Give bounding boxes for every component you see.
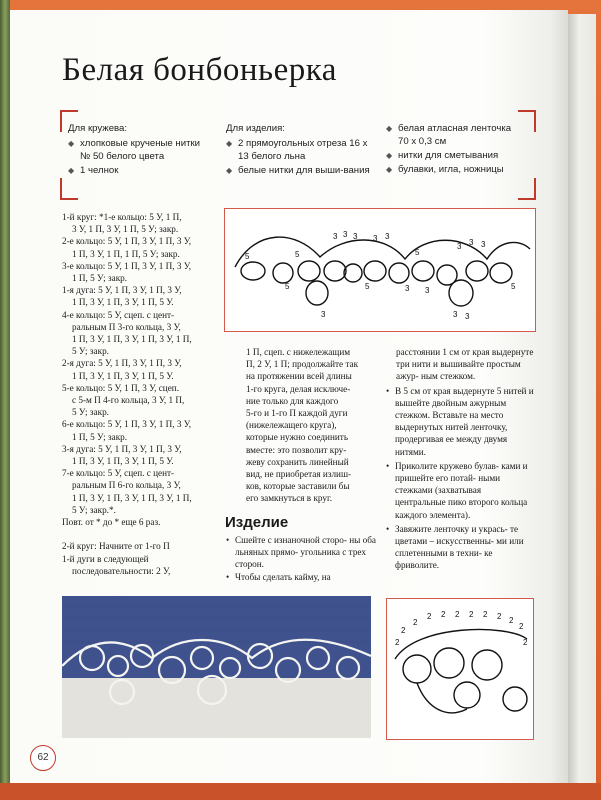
diagram-label: 2	[469, 610, 474, 619]
diagram-label: 3	[453, 310, 458, 319]
list-item: • В 5 см от края выдернуте 5 нитей и вышейте двойным ажурным стежком. Вставьте на место выдернутых нитей ленточку, продергивая ее между двумя нитями.	[386, 385, 534, 458]
text-line: жеву сохранить линейный	[246, 456, 349, 467]
list-item: • Завяжите ленточку и укрась- те цветами – искусственны- ми или сплетенными в техни- ке фриволите.	[386, 523, 534, 572]
page-number: 62	[30, 745, 56, 771]
text-line: 5-е кольцо: 5 У, 1 П, 3 У, сцеп.	[62, 382, 180, 393]
diagram-label: 3	[465, 312, 470, 321]
diagram-label: 2	[441, 610, 446, 619]
list-item: ◆ 2 прямоугольных отреза 16 х 13 белого льна	[226, 137, 376, 163]
list-item: ◆ белая атласная ленточка 70 х 0,3 см	[386, 122, 521, 148]
text-line: (нижележащего круга),	[246, 420, 337, 431]
diagram-label: 3	[373, 234, 378, 243]
pattern-diagram	[224, 208, 536, 332]
diagram-label: 2	[483, 610, 488, 619]
diagram-label: 3	[481, 240, 486, 249]
background-strip	[0, 0, 10, 800]
materials-heading: Для изделия:	[226, 123, 285, 134]
text-line: 1 П, сцеп. с нижележащим	[246, 347, 351, 357]
text-line: 1 П, 3 У, 1 П, 3 У, 1 П, 5 У.	[72, 297, 174, 308]
text-line: вместе: это позволит кру-	[246, 444, 347, 455]
text-line: на протяжении всей длины	[246, 371, 352, 382]
diagram-label: 3	[469, 238, 474, 247]
text-line: 1-го круга, делая исключе-	[246, 383, 351, 394]
diagram-label: 2	[523, 638, 528, 647]
text-line: 1-й круг: *1-е кольцо: 5 У, 1 П,	[62, 212, 182, 222]
product-steps	[226, 534, 376, 583]
text-line: 1 П, 3 У, 1 П, 1 П, 5 У; закр.	[72, 248, 180, 259]
diagram-label: 3	[321, 310, 326, 319]
text-line: 3-я дуга: 5 У, 1 П, 3 У, 1 П, 3 У,	[62, 443, 182, 454]
instructions-column-1	[62, 211, 222, 577]
diagram-label: 3	[457, 242, 462, 251]
instructions-column-3	[386, 346, 534, 572]
text-line: 4-е кольцо: 5 У, сцеп. с цент-	[62, 309, 175, 320]
diagram-label: 5	[285, 282, 290, 291]
book-edge	[0, 783, 601, 800]
diagram-label: 5	[295, 250, 300, 259]
diagram-label: 3	[353, 232, 358, 241]
text-line: 1 П, 5 У; закр.	[72, 431, 128, 442]
text-line: 1-я дуга: 5 У, 1 П, 3 У, 1 П, 3 У,	[62, 285, 182, 296]
text-line: вид, не приобретая излиш-	[246, 469, 352, 480]
diagram-label: 2	[427, 612, 432, 621]
text-line	[62, 528, 222, 540]
text-line: 6-е кольцо: 5 У, 1 П, 3 У, 1 П, 3 У,	[62, 419, 192, 430]
text-line: ние только для каждого	[246, 395, 339, 406]
diagram-label: 5	[245, 252, 250, 261]
diagram-label: 3	[385, 232, 390, 241]
diagram-label: 2	[497, 612, 502, 621]
diagram-label: 2	[519, 622, 524, 631]
diagram-label: 5	[511, 282, 516, 291]
text-line: 5 У; закр.*.	[72, 504, 116, 515]
materials-list	[386, 122, 521, 176]
text-line: 1 П, 3 У, 1 П, 3 У, 1 П, 3 У, 1 П,	[72, 492, 192, 503]
list-item: ◆ 1 челнок	[68, 164, 208, 177]
next-page-edge	[568, 14, 596, 783]
diagram-label: 3	[343, 230, 348, 239]
text-line: 2-е кольцо: 5 У, 1 П, 3 У, 1 П, 3 У,	[62, 236, 192, 247]
lace-photo-illustration	[62, 596, 371, 738]
diagram-label: 5	[365, 282, 370, 291]
list-item: • Сшейте с изнаночной сторо- ны оба льняных прямо- угольника с трех сторон.	[226, 534, 376, 571]
list-item: ◆ хлопковые крученые нитки № 50 белого цвета	[68, 137, 208, 163]
diagram-label: 3	[333, 232, 338, 241]
page-title: Белая бонбоньерка	[62, 52, 337, 88]
text-line: с 5-м П 4-го кольца, 3 У, 1 П,	[72, 395, 185, 406]
materials-heading: Для кружева:	[68, 123, 128, 134]
text-line: ральным П 3-го кольца, 3 У,	[72, 321, 181, 332]
text-line: 5-го и 1-го П каждой дуги	[246, 408, 348, 419]
bracket-corner	[60, 178, 78, 200]
paragraph: расстоянии 1 см от края выдернуте три нити и вышивайте простым ажур- ным стежком.	[396, 347, 534, 382]
bracket-corner	[518, 178, 536, 200]
text-line: его замкнуться в круг.	[246, 493, 333, 504]
list-item: • Приколите кружево булав- ками и пришейте его потай- ными стежками (захватывая центральные пико второго кольца каждого элемента).	[386, 460, 534, 521]
text-line: 7-е кольцо: 5 У, сцеп. с цент-	[62, 468, 175, 479]
text-line: ральным П 6-го кольца, 3 У,	[72, 480, 181, 491]
diagram-label: 2	[395, 638, 400, 647]
instructions-column-2	[236, 346, 386, 505]
diagram-label: 3	[425, 286, 430, 295]
text-line: 1 П, 3 У, 1 П, 3 У, 1 П, 5 У.	[72, 370, 174, 381]
tatting-diagram-svg	[225, 209, 535, 331]
text-line: 2-й круг: Начните от 1-го П	[62, 541, 170, 552]
text-line: 5 У; закр.	[72, 346, 109, 357]
diagram-label: 5	[415, 248, 420, 257]
list-item: ◆ нитки для сметывания	[386, 149, 521, 162]
diagram-label: 2	[413, 618, 418, 627]
text-line: 3-е кольцо: 5 У, 1 П, 3 У, 1 П, 3 У,	[62, 260, 192, 271]
text-line: ков, которые заставили бы	[246, 481, 350, 492]
materials-lace	[68, 122, 208, 178]
text-line: 3 У, 1 П, 3 У, 1 П, 5 У; закр.	[72, 224, 179, 235]
text-line: 1-й дуги в следующей	[62, 553, 149, 564]
text-line: П, 2 У, 1 П; продолжайте так	[246, 359, 359, 370]
lace-photo	[62, 596, 371, 738]
diagram-label: 3	[405, 284, 410, 293]
list-item: ◆ булавки, игла, ножницы	[386, 163, 521, 176]
materials-list	[68, 137, 208, 177]
diagram-label: 2	[401, 626, 406, 635]
text-line: 5 У; закр.	[72, 407, 109, 418]
materials-list	[226, 137, 376, 177]
list-item: ◆ белые нитки для выши-вания	[226, 164, 376, 177]
text-line: которые нужно соединить	[246, 432, 349, 443]
text-line: последовательности: 2 У,	[72, 565, 171, 576]
text-line: 1 П, 3 У, 1 П, 3 У, 1 П, 3 У, 1 П,	[72, 334, 192, 345]
section-heading: Изделие	[225, 514, 289, 531]
list-item: • Чтобы сделать кайму, на	[226, 571, 376, 583]
tatting-detail-svg	[387, 599, 533, 739]
materials-product	[226, 122, 376, 178]
materials-extra	[386, 122, 521, 177]
text-line: 1 П, 5 У; закр.	[72, 273, 128, 284]
text-line: 2-я дуга: 5 У, 1 П, 3 У, 1 П, 3 У,	[62, 358, 182, 369]
text-line: 1 П, 3 У, 1 П, 3 У, 1 П, 5 У.	[72, 456, 174, 467]
diagram-label: 2	[455, 610, 460, 619]
text-line: Повт. от * до * еще 6 раз.	[62, 517, 161, 528]
diagram-label: 2	[509, 616, 514, 625]
pattern-diagram-detail	[386, 598, 534, 740]
